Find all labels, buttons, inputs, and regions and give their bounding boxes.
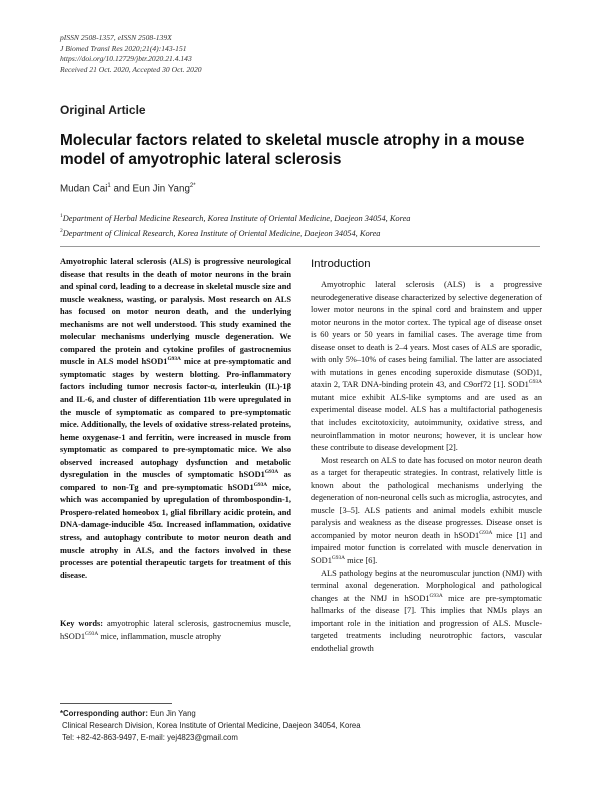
citation-line: J Biomed Transl Res 2020;21(4):143-151 — [60, 43, 187, 53]
affiliation-1 — [60, 210, 410, 225]
genotype-sup: G93A — [479, 530, 493, 537]
paper-title: Molecular factors related to skeletal muscle atrophy in a mouse model of amyotrophic lateral sclerosis — [60, 132, 525, 168]
footnote-divider — [60, 703, 172, 704]
paragraph-text: Most research on ALS to date has focused on motor neuron death as a target for therapeutic strategies. In contrast, relatively little is known about the pathological mechanisms underlying the degeneration of non-neuronal cells such as microglia, astrocytes, and muscle [3–5]. ALS patients and animal models exhibit muscle paralysis and weakness as the disease progresses. Disease onset is accompanied by motor neuron death in hSOD1 — [311, 455, 542, 540]
introduction-body — [311, 279, 542, 655]
keywords — [60, 618, 291, 643]
paragraph-text: Amyotrophic lateral sclerosis (ALS) is a progressive neurodegenerative disease characterized by selective degeneration of lower motor neurons in the spinal cord and brainstem and upper motor neurons in the motor cortex. The typical age of disease onset is 60 years or 50 years in familial cases. The average time from disease onset to death is 2–4 years. Most cases of ALS are sporadic, with only 5%–10% of cases being familial. The latter are associated with mutations in genes encoding superoxide dismutase (SOD)1, ataxin 2, TAR DNA-binding protein 43, and C9orf72 [1]. SOD1 — [311, 280, 542, 390]
section-heading-introduction: Introduction — [311, 258, 371, 270]
corresponding-author-line — [60, 708, 361, 720]
affil-text: Department of Clinical Research, Korea Institute of Oriental Medicine, Daejeon 34054, Korea — [62, 229, 381, 239]
corresponding-name: Eun Jin Yang — [147, 709, 196, 718]
abstract — [60, 256, 291, 582]
abstract-text: mice, which was accompanied by upregulation of thrombospondin-1, Prospero-related homeobox 1, glial fibrillary acidic protein, and DNA-damage-inducible 45α. Increased inflammation, oxidative stress, and autophagy contribute to motor neuron death and muscle atrophy in ALS, and the factors involved in these processes are potential therapeutic targets for treatment of this disease. — [60, 482, 291, 580]
received-line: Received 21 Oct. 2020, Accepted 30 Oct. 2020 — [60, 64, 202, 74]
affil-mark: 2 — [60, 228, 63, 235]
author-list — [60, 183, 196, 194]
corresponding-contact: Tel: +82-42-863-9497, E-mail: yej4823@gmail.com — [62, 733, 238, 742]
paragraph — [311, 455, 542, 568]
author-name: Eun Jin Yang — [132, 183, 190, 195]
affil-mark: 1 — [60, 213, 63, 219]
issn-line: pISSN 2508-1357, eISSN 2508-139X — [60, 33, 172, 42]
affil-text: Department of Herbal Medicine Research, Korea Institute of Oriental Medicine, Daejeon 34054, Korea — [62, 213, 411, 223]
abstract-text: as compared to non-Tg and pre-symptomatic hSOD1 — [60, 470, 291, 492]
genotype-sup: G93A — [429, 592, 443, 599]
author-conjunction: and — [110, 183, 133, 195]
author-affil-mark: 2* — [189, 183, 196, 189]
article-type: Original Article — [60, 103, 146, 117]
affiliations — [60, 210, 410, 241]
genotype-sup: G93A — [85, 630, 99, 637]
keywords-label: Key words: — [60, 619, 103, 628]
paragraph-text: mice [1] and impaired motor function is correlated with muscle denervation in SOD1 — [311, 530, 542, 566]
journal-meta — [60, 33, 202, 75]
abstract-text: mice at pre-symptomatic and symptomatic stages by western blotting. Pro-inflammatory factors including tumor necrosis factor-α, interleukin (IL)-1β and IL-6, and cluster of differentiation 11b were upregulated in the muscle of symptomatic as compared to pre-symptomatic mice. Additionally, the levels of oxidative stress-related proteins, heme oxygenase-1 and ferritin, were increased in muscle from symptomatic as compared to pre-symptomatic mice. We also observed increased autophagy dysfunction and metabolic dysregulation in the muscles of symptomatic hSOD1 — [60, 357, 292, 480]
author-name: Mudan Cai — [60, 183, 108, 195]
paragraph-text: ALS pathology begins at the neuromuscular junction (NMJ) with terminal axonal degeneration. Morphological and pathological changes at the NMJ in hSOD1 — [311, 568, 542, 603]
paragraph-text: mice [6]. — [345, 556, 378, 566]
genotype-sup: G93A — [253, 482, 268, 489]
genotype-sup: G93A — [528, 379, 542, 386]
doi-link[interactable]: https://doi.org/10.12729/jbtr.2020.21.4.143 — [60, 54, 192, 63]
keywords-text: amyotrophic lateral sclerosis, gastrocnemius muscle, hSOD1 — [60, 619, 291, 641]
paragraph-text: mice are pre-symptomatic hallmarks of the disease [7]. This implies that NMJs plays an important role in the initiation and progression of ALS. Muscle-targeted treatments including neurotrophic factors, vascular endothelial growth — [311, 593, 542, 653]
genotype-sup: G93A — [331, 555, 346, 562]
header-divider — [60, 246, 540, 247]
paragraph — [311, 568, 542, 656]
author-affil-mark: 1 — [107, 183, 111, 189]
abstract-text: Amyotrophic lateral sclerosis (ALS) is progressive neurological disease that results in the death of motor neurons in the brain and spinal cord, leading to a decrease in skeletal muscle size and muscle weakness, wasting, or paralysis. Most research on ALS has focused on motor neuron death, and the underlying mechanisms are not well understood. This study examined the molecular mechanisms underlying muscle degeneration. We compared the protein and cytokine profiles of gastrocnemius muscle in ALS model hSOD1 — [60, 257, 291, 367]
corresponding-address: Clinical Research Division, Korea Institute of Oriental Medicine, Daejeon 34054, Korea — [62, 721, 361, 730]
corresponding-label: *Corresponding author: — [60, 709, 148, 718]
genotype-sup: G93A — [264, 469, 279, 476]
keywords-text: mice, inflammation, muscle atrophy — [98, 631, 222, 641]
paragraph — [311, 279, 542, 455]
affiliation-2 — [60, 225, 410, 240]
paragraph-text: mutant mice exhibit ALS-like symptoms and are used as an experimental disease model. ALS has a multifactorial pathogenesis that includes excitotoxicity, autoimmunity, oxidative stress, and neuroinflammation in motor neurons; however, it is unclear how these contribute to disease development [2]. — [311, 392, 542, 453]
genotype-sup: G93A — [167, 356, 181, 363]
correspondence-footnote — [60, 708, 361, 744]
